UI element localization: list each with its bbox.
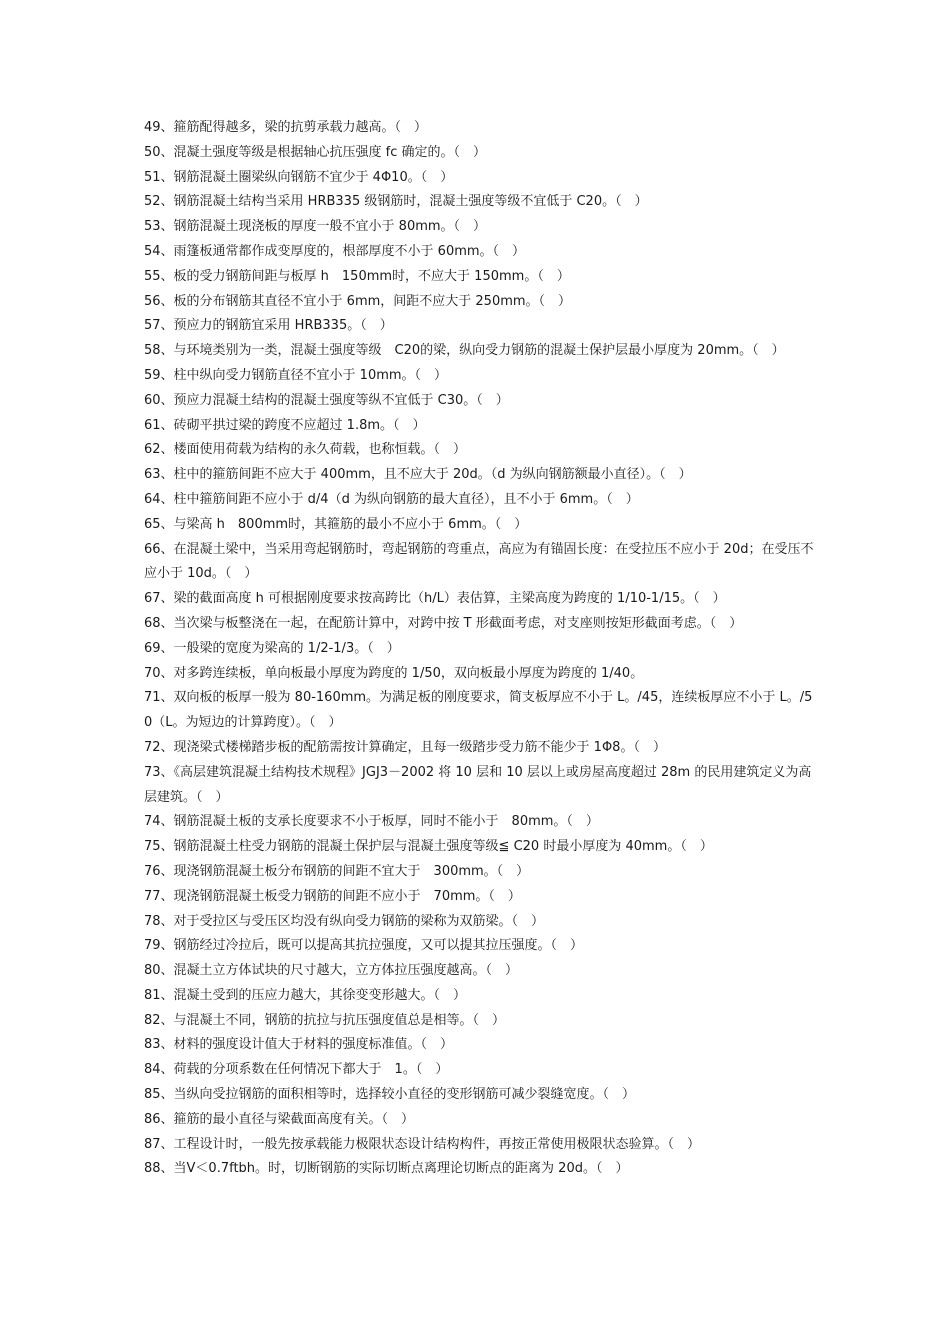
question-item: 75、钢筋混凝土柱受力钢筋的混凝土保护层与混凝土强度等级≦ C20 时最小厚度为 40mm。（ ） — [144, 839, 713, 855]
question-item: 50、混凝土强度等级是根据轴心抗压强度 fc 确定的。（ ） — [144, 144, 487, 160]
question-item: 86、箍筋的最小直径与梁截面高度有关。（ ） — [144, 1111, 415, 1127]
question-item: 77、现浇钢筋混凝土板受力钢筋的间距不应小于 70mm。（ ） — [144, 888, 521, 904]
document-page — [144, 116, 814, 1182]
question-item: 78、对于受拉区与受压区均没有纵向受力钢筋的梁称为双筋梁。（ ） — [144, 913, 545, 929]
question-item: 60、预应力混凝土结构的混凝土强度等纵不宜低于 C30。（ ） — [144, 392, 509, 408]
question-item: 69、一般梁的宽度为梁高的 1/2-1/3。（ ） — [144, 640, 400, 656]
question-item: 52、钢筋混凝土结构当采用 HRB335 级钢筋时，混凝土强度等级不宜低于 C20。（ ） — [144, 194, 648, 210]
question-item: 65、与梁高 h 800mm时，其箍筋的最小不应小于 6mm。（ ） — [144, 516, 528, 532]
question-item: 55、板的受力钢筋间距与板厚 h 150mm时，不应大于 150mm。（ ） — [144, 268, 570, 284]
question-item: 73、《高层建筑混凝土结构技术规程》JGJ3－2002 将 10 层和 10 层以上或房屋高度超过 28m 的民用建筑定义为高层建筑。（ ） — [144, 764, 812, 805]
question-item: 54、雨篷板通常都作成变厚度的，根部厚度不小于 60mm。（ ） — [144, 243, 526, 259]
question-item: 67、梁的截面高度 h 可根据刚度要求按高跨比（h/L）表估算，主梁高度为跨度的 1/10-1/15。（ ） — [144, 591, 726, 607]
question-item: 61、砖砌平拱过梁的跨度不应超过 1.8m。（ ） — [144, 417, 426, 433]
question-item: 58、与环境类别为一类，混凝土强度等级 C20的梁，纵向受力钢筋的混凝土保护层最小厚度为 20mm。（ ） — [144, 343, 785, 359]
question-item: 72、现浇梁式楼梯踏步板的配筋需按计算确定，且每一级踏步受力筋不能少于 1Φ8。（ ） — [144, 739, 666, 755]
question-item: 83、材料的强度设计值大于材料的强度标准值。（ ） — [144, 1037, 454, 1053]
question-item: 76、现浇钢筋混凝土板分布钢筋的间距不宜大于 300mm。（ ） — [144, 863, 530, 879]
question-item: 51、钢筋混凝土圈梁纵向钢筋不宜少于 4Φ10。（ ） — [144, 169, 454, 185]
question-item: 81、混凝土受到的压应力越大，其徐变变形越大。（ ） — [144, 987, 467, 1003]
question-item: 70、对多跨连续板，单向板最小厚度为跨度的 1/50，双向板最小厚度为跨度的 1/40。 — [144, 665, 644, 681]
question-item: 64、柱中箍筋间距不应小于 d/4（d 为纵向钢筋的最大直径），且不小于 6mm。（ ） — [144, 491, 639, 507]
question-item: 71、双向板的板厚一般为 80-160mm。为满足板的刚度要求，简支板厚应不小于 L。/45，连续板厚应不小于 L。/50（L。为短边的计算跨度）。（ ） — [144, 690, 813, 731]
question-item: 57、预应力的钢筋宜采用 HRB335。（ ） — [144, 318, 393, 334]
question-item: 88、当Ⅴ＜0.7ftbh。时，切断钢筋的实际切断点离理论切断点的距离为 20d。（ ） — [144, 1161, 629, 1177]
question-item: 63、柱中的箍筋间距不应大于 400mm，且不应大于 20d。（d 为纵向钢筋额最小直径）。（ ） — [144, 467, 692, 483]
question-item: 49、箍筋配得越多，梁的抗剪承载力越高。（ ） — [144, 120, 428, 135]
question-item: 62、楼面使用荷载为结构的永久荷载，也称恒载。（ ） — [144, 442, 467, 458]
question-item: 85、当纵向受拉钢筋的面积相等时，选择较小直径的变形钢筋可减少裂缝宽度。（ ） — [144, 1087, 636, 1103]
question-item: 87、工程设计时，一般先按承载能力极限状态设计结构构件，再按正常使用极限状态验算。（ ） — [144, 1136, 701, 1152]
question-item: 59、柱中纵向受力钢筋直径不宜小于 10mm。（ ） — [144, 367, 448, 383]
question-item: 80、混凝土立方体试块的尺寸越大，立方体拉压强度越高。（ ） — [144, 963, 519, 979]
question-item: 53、钢筋混凝土现浇板的厚度一般不宜小于 80mm。（ ） — [144, 219, 487, 235]
question-item: 56、板的分布钢筋其直径不宜小于 6mm，间距不应大于 250mm。（ ） — [144, 293, 572, 309]
question-item: 84、荷载的分项系数在任何情况下都大于 1。（ ） — [144, 1062, 449, 1078]
question-item: 79、钢筋经过冷拉后，既可以提高其抗拉强度，又可以提其拉压强度。（ ） — [144, 938, 584, 954]
question-item: 66、在混凝土梁中，当采用弯起钢筋时，弯起钢筋的弯重点，高应为有锚固长度：在受拉压不应小于 20d；在受压不应小于 10d。（ ） — [144, 541, 814, 582]
question-item: 74、钢筋混凝土板的支承长度要求不小于板厚，同时不能小于 80mm。（ ） — [144, 814, 599, 830]
question-item: 82、与混凝土不同，钢筋的抗拉与抗压强度值总是相等。（ ） — [144, 1012, 506, 1028]
question-item: 68、当次梁与板整浇在一起，在配筋计算中，对跨中按 T 形截面考虑，对支座则按矩形截面考虑。（ ） — [144, 615, 743, 631]
